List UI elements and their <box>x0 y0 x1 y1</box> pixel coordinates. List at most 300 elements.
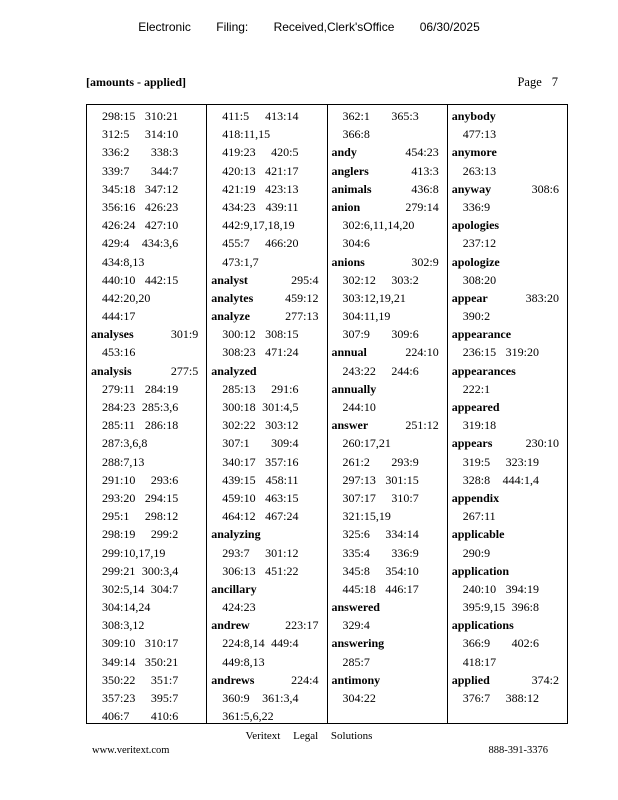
page-line-ref: 426:23 <box>144 199 179 214</box>
reference-line <box>452 580 561 598</box>
page-line-ref <box>559 325 561 343</box>
page-line-ref: 263:13 <box>462 163 497 178</box>
index-term-line <box>452 107 561 125</box>
page-line-ref: 329:4 <box>342 618 370 633</box>
page-line-ref: 304:6 <box>342 236 370 251</box>
reference-line <box>91 434 200 452</box>
reference-line <box>211 453 320 471</box>
reference-line <box>91 143 200 161</box>
reference-line <box>452 653 561 671</box>
index-term-line <box>211 616 320 634</box>
reference-line <box>91 544 200 562</box>
index-term: antimony <box>331 672 381 687</box>
reference-line <box>452 471 561 489</box>
page-line-ref: 298:15 <box>102 109 136 123</box>
reference-line <box>332 307 441 325</box>
page-line-ref: 279:11 <box>102 381 135 396</box>
reference-line <box>211 598 320 616</box>
page-line-ref: 464:12 <box>222 509 256 524</box>
page-line-ref: 285:7 <box>342 654 370 669</box>
page-line-ref: 291:10 <box>102 472 136 487</box>
page-line-ref: 302:12 <box>342 272 376 287</box>
reference-line <box>452 162 561 180</box>
page-line-ref: 224:10 <box>405 345 439 360</box>
page-line-ref: 362:1 <box>342 109 370 123</box>
page-line-ref: 424:23 <box>222 600 256 615</box>
page-line-ref: 360:9 <box>222 691 250 705</box>
footer-website: www.veritext.com <box>92 745 170 756</box>
page-line-ref: 336:2 <box>102 145 130 160</box>
index-term-line <box>452 671 561 689</box>
reference-line <box>332 544 441 562</box>
stamp-label-received: Received,Clerk'sOffice <box>273 20 395 34</box>
page-line-ref: 455:7 <box>222 236 250 251</box>
stamp-label-electronic: Electronic <box>138 20 191 34</box>
index-term: analyze <box>211 309 250 324</box>
page-line-ref: 418:17 <box>462 654 497 669</box>
page-line-ref: 260:17,21 <box>342 436 391 451</box>
page-line-ref: 285:11 <box>102 418 135 433</box>
reference-line <box>91 507 200 525</box>
reference-line <box>91 707 200 725</box>
footer-company-word-1: Veritext <box>245 730 281 742</box>
page-line-ref: 310:7 <box>391 490 419 505</box>
footer-phone: 888-391-3376 <box>488 745 548 756</box>
index-term: appeared <box>451 400 500 414</box>
page-line-ref: 261:2 <box>342 454 370 469</box>
index-term: annual <box>331 345 367 360</box>
reference-line <box>211 562 320 580</box>
page-line-ref: 419:23 <box>222 145 256 160</box>
page-line-ref: 477:13 <box>462 127 497 142</box>
reference-line <box>332 525 441 543</box>
page-line-ref: 434:3,6 <box>141 236 179 251</box>
page-line-ref: 230:10 <box>525 436 559 451</box>
reference-line <box>91 343 200 361</box>
reference-line <box>332 507 441 525</box>
index-term: appearances <box>451 363 516 378</box>
reference-line <box>332 434 441 452</box>
page-line-ref: 365:3 <box>391 109 419 123</box>
reference-line <box>91 416 200 434</box>
page-line-ref: 357:23 <box>102 691 136 705</box>
reference-line <box>211 416 320 434</box>
page-line-ref: 451:22 <box>265 563 299 578</box>
page-line-ref: 224:8,14 <box>222 636 265 651</box>
page-line-ref: 420:13 <box>222 163 256 178</box>
index-term-line <box>452 325 561 343</box>
page-line-ref: 335:4 <box>342 545 370 560</box>
page-line-ref: 308:20 <box>462 272 497 287</box>
reference-line <box>211 653 320 671</box>
word-index-table <box>86 104 568 724</box>
page-line-ref: 467:24 <box>265 509 299 524</box>
reference-line <box>91 253 200 271</box>
page-line-ref <box>559 562 561 580</box>
page-line-ref: 421:19 <box>222 181 256 196</box>
page-line-ref: 290:9 <box>462 545 491 560</box>
index-term: appendix <box>451 490 500 505</box>
reference-line <box>211 689 320 707</box>
index-term: ancillary <box>211 581 257 596</box>
index-term: applications <box>451 618 514 633</box>
page-line-ref: 442:15 <box>144 272 179 287</box>
page-line-ref: 427:10 <box>144 218 179 233</box>
footer-company-word-3: Solutions <box>330 730 373 742</box>
index-term: apologies <box>451 218 500 233</box>
index-term: anions <box>331 254 365 269</box>
index-term: apologize <box>451 254 500 269</box>
page-line-ref: 421:17 <box>265 163 299 178</box>
page-line-ref <box>559 616 561 634</box>
page-line-ref: 449:4 <box>271 636 299 651</box>
reference-line <box>91 125 200 143</box>
reference-line <box>452 544 561 562</box>
index-term-line <box>332 180 441 198</box>
page-line-ref: 445:18 <box>342 581 376 596</box>
reference-line <box>91 234 200 252</box>
page-line-ref: 388:12 <box>505 691 539 705</box>
reference-line <box>452 125 561 143</box>
reference-line <box>332 234 441 252</box>
page-line-ref: 302:22 <box>222 418 256 433</box>
page-line-ref: 301:9 <box>170 327 199 342</box>
page-line-ref <box>559 253 561 271</box>
page-line-ref: 453:16 <box>102 345 136 360</box>
page-line-ref: 413:14 <box>265 109 299 123</box>
page-line-ref: 344:7 <box>150 163 179 178</box>
page-line-ref: 304:22 <box>342 691 376 705</box>
index-term-line <box>211 271 320 289</box>
reference-line <box>211 634 320 652</box>
page-line-ref: 458:11 <box>265 472 299 487</box>
page-line-ref: 291:6 <box>271 381 299 396</box>
reference-line <box>91 198 200 216</box>
page-line-ref: 366:8 <box>342 127 370 142</box>
reference-line <box>211 125 320 143</box>
index-term-line <box>332 343 441 361</box>
reference-line <box>211 380 320 398</box>
index-term: analyses <box>91 327 134 342</box>
index-term: applicable <box>451 527 505 542</box>
reference-line <box>332 107 441 125</box>
index-term: analytes <box>211 290 254 305</box>
index-term: application <box>451 563 510 578</box>
index-term: applied <box>451 672 490 687</box>
index-term-line <box>452 180 561 198</box>
reference-line <box>211 216 320 234</box>
index-term: anyway <box>451 181 492 196</box>
reference-line <box>332 398 441 416</box>
footer-company <box>0 730 618 742</box>
index-term-line <box>211 671 320 689</box>
page-line-ref: 395:9,15 <box>462 600 506 615</box>
index-term-line <box>332 671 441 689</box>
page-line-ref: 396:8 <box>511 600 539 615</box>
page-line-ref: 439:11 <box>265 199 299 214</box>
reference-line <box>211 544 320 562</box>
index-term-line <box>332 598 441 616</box>
index-term: answer <box>331 418 369 433</box>
page-line-ref: 349:14 <box>102 654 136 669</box>
page-line-ref: 244:6 <box>391 363 419 378</box>
reference-line <box>211 180 320 198</box>
page-line-ref: 302:9 <box>411 254 439 269</box>
page-line-ref: 357:16 <box>265 454 299 469</box>
page-label: Page <box>517 75 542 89</box>
page-line-ref: 307:9 <box>342 327 370 342</box>
page-line-ref: 277:13 <box>285 309 319 324</box>
page-line-ref: 309:4 <box>271 436 299 451</box>
page-line-ref: 395:7 <box>150 691 179 705</box>
page-line-ref: 376:7 <box>462 691 491 705</box>
reference-line <box>452 634 561 652</box>
index-term: appears <box>451 436 493 451</box>
reference-line <box>211 434 320 452</box>
reference-line <box>211 507 320 525</box>
index-term-line <box>332 416 441 434</box>
page-line-ref: 423:13 <box>265 181 299 196</box>
page-line-ref: 303:12,19,21 <box>342 290 406 305</box>
page-line-ref: 390:2 <box>462 309 491 324</box>
index-term: analyst <box>211 272 248 287</box>
page-line-ref: 303:2 <box>391 272 419 287</box>
reference-line <box>332 362 441 380</box>
page-line-ref <box>559 362 561 380</box>
reference-line <box>452 453 561 471</box>
page-line-ref: 383:20 <box>525 290 559 305</box>
index-term-line <box>211 525 320 543</box>
page-line-ref: 306:13 <box>222 563 256 578</box>
reference-line <box>91 489 200 507</box>
index-term: anybody <box>451 109 496 123</box>
reference-line <box>91 380 200 398</box>
index-term-line <box>452 525 561 543</box>
index-column-1 <box>87 105 207 723</box>
page-line-ref: 294:15 <box>144 490 179 505</box>
page-line-ref: 295:4 <box>291 272 319 287</box>
index-term: andrews <box>211 672 255 687</box>
page-line-ref: 302:5,14 <box>102 581 145 596</box>
page-line-ref: 323:19 <box>505 454 539 469</box>
index-column-3 <box>328 105 448 723</box>
page-line-ref: 314:10 <box>144 127 179 142</box>
index-term-line <box>452 362 561 380</box>
page-line-ref: 304:14,24 <box>102 600 151 615</box>
index-term: analyzed <box>211 363 257 378</box>
page-line-ref <box>559 398 561 416</box>
page-line-ref: 328:8 <box>462 472 491 487</box>
reference-line <box>211 489 320 507</box>
page-line-ref: 309:10 <box>102 636 136 651</box>
index-term-line <box>452 434 561 452</box>
page-line-ref: 288:7,13 <box>102 454 145 469</box>
page-line-ref <box>439 634 441 652</box>
page-line-ref: 301:4,5 <box>262 400 299 414</box>
index-term: anymore <box>451 145 497 160</box>
reference-line <box>91 580 200 598</box>
page-line-ref: 394:19 <box>505 581 539 596</box>
page-line-ref: 285:13 <box>222 381 256 396</box>
page-line-ref: 454:23 <box>405 145 439 160</box>
page-line-ref: 361:3,4 <box>262 691 299 705</box>
page-line-ref: 444:1,4 <box>502 472 539 487</box>
page-line-ref: 286:18 <box>144 418 179 433</box>
reference-line <box>332 562 441 580</box>
page-line-ref: 308:15 <box>265 327 299 342</box>
page-line-ref <box>559 525 561 543</box>
page-line-ref: 466:20 <box>265 236 299 251</box>
page-line-ref <box>319 580 321 598</box>
reference-line <box>452 234 561 252</box>
page-line-ref: 237:12 <box>462 236 497 251</box>
page-line-ref: 471:24 <box>265 345 299 360</box>
page-line-ref: 307:17 <box>342 490 376 505</box>
page-line-ref: 340:17 <box>222 454 256 469</box>
page-line-ref <box>439 598 441 616</box>
reference-line <box>452 689 561 707</box>
reference-line <box>332 653 441 671</box>
page-line-ref: 300:12 <box>222 327 256 342</box>
page-line-ref: 301:12 <box>265 545 299 560</box>
page-line-ref <box>319 525 321 543</box>
page-line-ref: 240:10 <box>462 581 497 596</box>
page-line-ref: 439:15 <box>222 472 256 487</box>
page-line-ref: 442:9,17,18,19 <box>222 218 295 233</box>
index-term-line <box>452 289 561 307</box>
page-line-ref: 308:23 <box>222 345 256 360</box>
electronic-filing-stamp <box>0 20 618 34</box>
page-indicator <box>517 75 558 90</box>
reference-line <box>332 689 441 707</box>
index-term-line <box>211 307 320 325</box>
reference-line <box>452 343 561 361</box>
page-line-ref: 459:10 <box>222 490 256 505</box>
index-term-line <box>452 398 561 416</box>
page-line-ref: 236:15 <box>462 345 497 360</box>
page-line-ref: 429:4 <box>102 236 130 251</box>
page-line-ref: 224:4 <box>291 672 319 687</box>
page-line-ref: 449:8,13 <box>222 654 265 669</box>
index-term: andy <box>331 145 357 160</box>
page-line-ref: 411:5 <box>222 109 250 123</box>
page-line-ref <box>559 143 561 161</box>
page-line-ref: 284:23 <box>102 400 136 414</box>
page-line-ref: 336:9 <box>462 199 491 214</box>
page-line-ref: 301:15 <box>385 472 419 487</box>
index-term-line <box>452 216 561 234</box>
stamp-label-filing: Filing: <box>216 20 249 34</box>
reference-line <box>91 271 200 289</box>
page-line-ref: 434:8,13 <box>102 254 145 269</box>
reference-line <box>91 216 200 234</box>
reference-line <box>452 598 561 616</box>
index-term: answering <box>331 636 385 651</box>
page-line-ref: 293:6 <box>150 472 179 487</box>
index-term-line <box>452 616 561 634</box>
page-line-ref: 308:6 <box>531 181 559 196</box>
index-term: anglers <box>331 163 369 178</box>
page-line-ref: 244:10 <box>342 400 376 414</box>
reference-line <box>91 180 200 198</box>
page-line-ref: 361:5,6,22 <box>222 709 274 724</box>
index-term: analyzing <box>211 527 261 542</box>
page-line-ref: 297:13 <box>342 472 376 487</box>
index-term-line <box>91 362 200 380</box>
reference-line <box>211 325 320 343</box>
index-range: [amounts - applied] <box>86 75 187 89</box>
page-number: 7 <box>551 75 558 89</box>
page-line-ref: 300:3,4 <box>141 563 179 578</box>
page-line-ref: 444:17 <box>102 309 136 324</box>
page-line-ref: 293:7 <box>222 545 250 560</box>
index-column-2 <box>207 105 327 723</box>
page-line-ref: 334:14 <box>385 527 419 542</box>
page-line-ref: 463:15 <box>265 490 299 505</box>
reference-line <box>91 289 200 307</box>
reference-line <box>91 107 200 125</box>
page-line-ref: 325:6 <box>342 527 370 542</box>
page-line-ref: 350:22 <box>102 672 136 687</box>
page-line-ref: 338:3 <box>150 145 179 160</box>
page-line-ref: 418:11,15 <box>222 127 271 142</box>
index-term-line <box>452 562 561 580</box>
reference-line <box>91 653 200 671</box>
reference-line <box>452 198 561 216</box>
reference-line <box>91 525 200 543</box>
index-term: annually <box>331 381 377 396</box>
page-line-ref: 285:3,6 <box>141 400 179 414</box>
page-line-ref: 302:6,11,14,20 <box>342 218 415 233</box>
page-line-ref: 350:21 <box>144 654 179 669</box>
page-line-ref: 310:21 <box>144 109 179 123</box>
index-term-line <box>332 198 441 216</box>
page-line-ref: 308:3,12 <box>102 618 145 633</box>
page-line-ref: 251:12 <box>405 418 439 433</box>
index-term-line <box>211 362 320 380</box>
page-line-ref: 304:7 <box>150 581 179 596</box>
page-line-ref: 440:10 <box>102 272 136 287</box>
index-term-line <box>452 489 561 507</box>
page-line-ref: 420:5 <box>271 145 299 160</box>
page-line-ref: 339:7 <box>102 163 130 178</box>
reference-line <box>332 471 441 489</box>
reference-line <box>452 380 561 398</box>
page-line-ref: 374:2 <box>531 672 559 687</box>
page-line-ref: 298:19 <box>102 527 136 542</box>
page-line-ref: 293:9 <box>391 454 419 469</box>
index-term-line <box>452 143 561 161</box>
reference-line <box>91 562 200 580</box>
page-line-ref: 319:20 <box>505 345 539 360</box>
index-term-line <box>452 253 561 271</box>
index-term: appearance <box>451 327 512 342</box>
reference-line <box>332 289 441 307</box>
reference-line <box>332 489 441 507</box>
reference-line <box>211 234 320 252</box>
page-line-ref: 307:1 <box>222 436 250 451</box>
page-line-ref: 300:18 <box>222 400 256 414</box>
reference-line <box>91 307 200 325</box>
page-line-ref: 336:9 <box>391 545 419 560</box>
reference-line <box>91 616 200 634</box>
page-line-ref <box>319 362 321 380</box>
reference-line <box>332 271 441 289</box>
page-line-ref: 473:1,7 <box>222 254 259 269</box>
index-term-line <box>332 253 441 271</box>
reference-line <box>91 634 200 652</box>
page-line-ref: 345:8 <box>342 563 370 578</box>
